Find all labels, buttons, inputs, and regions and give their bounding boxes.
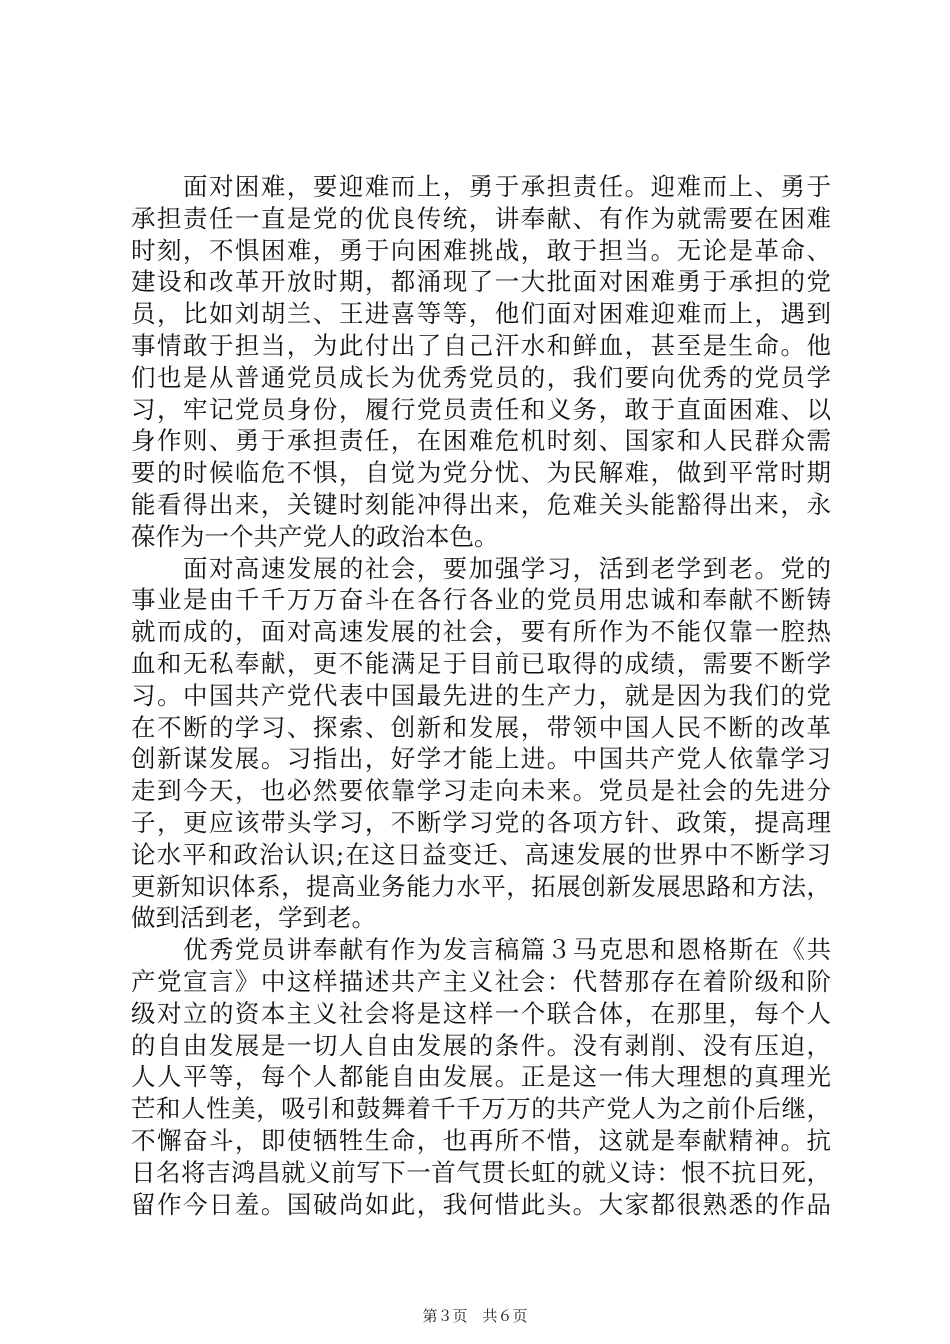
text-line: 员，比如刘胡兰、王进喜等等，他们面对困难迎难而上，遇到 [131, 299, 831, 329]
text-line: 优秀党员讲奉献有作为发言稿篇３马克思和恩格斯在《共 [131, 935, 831, 965]
text-line: 在不断的学习、探索、创新和发展，带领中国人民不断的改革 [131, 712, 831, 742]
text-line: 葆作为一个共产党人的政治本色。 [131, 521, 499, 551]
text-line: 子，更应该带头学习，不断学习党的各项方针、政策，提高理 [131, 807, 831, 837]
text-line: 留作今日羞。国破尚如此，我何惜此头。大家都很熟悉的作品 [131, 1189, 831, 1219]
text-line: 日名将吉鸿昌就义前写下一首气贯长虹的就义诗：恨不抗日死， [131, 1157, 831, 1187]
text-line: 不懈奋斗，即使牺牲生命，也再所不惜，这就是奉献精神。抗 [131, 1125, 831, 1155]
text-line: 论水平和政治认识;在这日益变迁、高速发展的世界中不断学习 [131, 839, 831, 869]
text-line: 们也是从普通党员成长为优秀党员的，我们要向优秀的党员学 [131, 362, 831, 392]
text-line: 的自由发展是一切人自由发展的条件。没有剥削、没有压迫， [131, 1030, 831, 1060]
text-line: 要的时候临危不惧，自觉为党分忧、为民解难，做到平常时期 [131, 458, 831, 488]
paragraph-1 [131, 171, 831, 553]
text-line: 身作则、勇于承担责任，在困难危机时刻、国家和人民群众需 [131, 426, 831, 456]
paragraph-2 [131, 553, 831, 935]
text-line: 面对困难，要迎难而上，勇于承担责任。迎难而上、勇于 [131, 172, 831, 201]
text-line: 血和无私奉献，更不能满足于目前已取得的成绩，需要不断学 [131, 648, 831, 678]
text-line: 能看得出来，关键时刻能冲得出来，危难关头能豁得出来，永 [131, 489, 831, 519]
text-line: 人人平等，每个人都能自由发展。正是这一伟大理想的真理光 [131, 1062, 831, 1092]
text-line: 事业是由千千万万奋斗在各行各业的党员用忠诚和奉献不断铸 [131, 585, 831, 615]
document-body [131, 171, 831, 1220]
text-line: 产党宣言》中这样描述共产主义社会：代替那存在着阶级和阶 [131, 966, 831, 996]
paragraph-3 [131, 934, 831, 1220]
text-line: 习，牢记党员身份，履行党员责任和义务，敢于直面困难、以 [131, 394, 831, 424]
text-line: 习。中国共产党代表中国最先进的生产力，就是因为我们的党 [131, 680, 831, 710]
text-line: 创新谋发展。习指出，好学才能上进。中国共产党人依靠学习 [131, 744, 831, 774]
text-line: 事情敢于担当，为此付出了自己汗水和鲜血，甚至是生命。他 [131, 330, 831, 360]
page-number: 第３页 共６页 [422, 1307, 528, 1325]
text-line: 走到今天，也必然要依靠学习走向未来。党员是社会的先进分 [131, 776, 831, 806]
text-line: 建设和改革开放时期，都涌现了一大批面对困难勇于承担的党 [131, 267, 831, 297]
text-line: 芒和人性美，吸引和鼓舞着千千万万的共产党人为之前仆后继， [131, 1094, 831, 1124]
text-line: 级对立的资本主义社会将是这样一个联合体，在那里，每个人 [131, 998, 831, 1028]
text-line: 更新知识体系，提高业务能力水平，拓展创新发展思路和方法， [131, 871, 831, 901]
text-line: 就而成的，面对高速发展的社会，要有所作为不能仅靠一腔热 [131, 617, 831, 647]
text-line: 做到活到老，学到老。 [131, 903, 376, 933]
text-line: 承担责任一直是党的优良传统，讲奉献、有作为就需要在困难 [131, 203, 831, 233]
text-line: 面对高速发展的社会，要加强学习，活到老学到老。党的 [131, 553, 831, 583]
text-line: 时刻，不惧困难，勇于向困难挑战，敢于担当。无论是革命、 [131, 235, 831, 265]
